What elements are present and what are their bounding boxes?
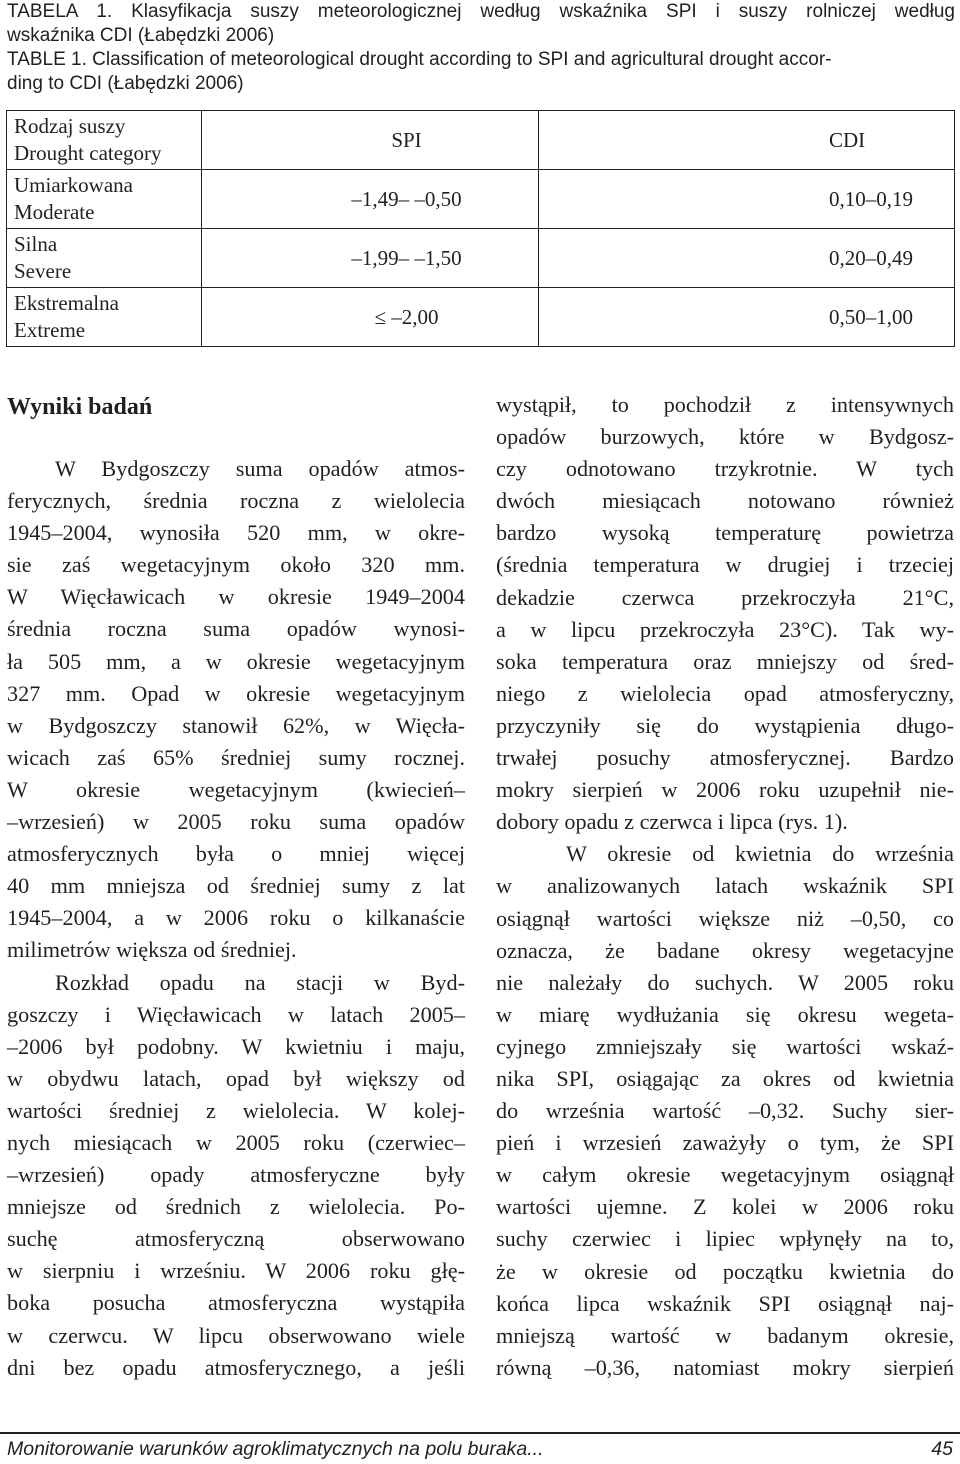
page-footer <box>7 1436 953 1462</box>
text-line: w całym okresie wegetacyjnym osiągnął <box>496 1162 954 1188</box>
header-cat-en: Drought category <box>14 141 162 165</box>
text-line: przyczyniły się do wystąpienia długo- <box>496 712 954 738</box>
caption-line-pl-2: wskaźnika CDI (Łabędzki 2006) <box>7 25 275 46</box>
table-caption <box>7 0 955 96</box>
text-line: soka temperatura oraz mniejszy od śred- <box>496 648 954 674</box>
text-line: 327 mm. Opad w okresie wegetacyjnym <box>7 680 465 706</box>
table-row <box>7 229 955 288</box>
row-category-pl: Umiarkowana <box>14 173 133 197</box>
right-text-column <box>496 389 954 1384</box>
text-line: boka posucha atmosferyczna wystąpiła <box>7 1290 465 1316</box>
text-line: dekadzie czerwca przekroczyła 21°C, <box>496 584 954 610</box>
section-heading: Wyniki badań <box>7 394 153 420</box>
text-line: dni bez opadu atmosferycznego, a jeśli <box>7 1354 465 1380</box>
row-category <box>7 288 202 347</box>
table-header-row <box>7 111 955 170</box>
text-line: W okresie wegetacyjnym (kwiecień– <box>7 776 465 802</box>
text-line: w Bydgoszczy stanowił 62%, w Więcła- <box>7 712 465 738</box>
text-line: oznacza, że badane okresy wegetacyjne <box>496 937 954 963</box>
drought-classification-table <box>6 110 955 347</box>
row-category <box>7 229 202 288</box>
text-line: 40 mm mniejsza od średniej sumy z lat <box>7 873 465 899</box>
text-line: równą –0,36, natomiast mokry sierpień <box>496 1354 954 1380</box>
text-line: czy odnotowano trzykrotnie. W tych <box>496 456 954 482</box>
text-line: końca lipca wskaźnik SPI osiągnął naj- <box>496 1290 954 1316</box>
text-line: mniejsze od średnich z wielolecia. Po- <box>7 1194 465 1220</box>
text-line: W Więcławicach w okresie 1949–2004 <box>7 584 465 610</box>
text-line: w sierpniu i wrześniu. W 2006 roku głę- <box>7 1258 465 1284</box>
text-line: suchę atmosferyczną obserwowano <box>7 1226 465 1252</box>
table-row <box>7 170 955 229</box>
text-line: wartości ujemne. Z kolei w 2006 roku <box>496 1194 954 1220</box>
text-line: w czerwcu. W lipcu obserwowano wiele <box>7 1322 465 1348</box>
text-line: ferycznych, średnia roczna z wielolecia <box>7 488 465 514</box>
caption-line-en-1: TABLE 1. Classification of meteorological drought according to SPI and agricultural drought accor- <box>7 49 832 70</box>
row-category-en: Moderate <box>14 200 95 224</box>
table-row <box>7 288 955 347</box>
text-line: sie zaś wegetacyjnym około 320 mm. <box>7 552 465 578</box>
text-line: nych miesiącach w 2005 roku (czerwiec– <box>7 1129 465 1155</box>
text-line: wystąpił, to pochodził z intensywnych <box>496 392 954 417</box>
row-category-pl: Ekstremalna <box>14 291 119 315</box>
text-line: opadów burzowych, które w Bydgosz- <box>496 424 954 450</box>
text-line: Rozkład opadu na stacji w Byd- <box>55 969 465 995</box>
row-category-en: Extreme <box>14 318 86 342</box>
text-line: 1945–2004, a w 2006 roku o kilkanaście <box>7 905 465 931</box>
text-line: nie należały do suchych. W 2005 roku <box>496 969 954 995</box>
text-line: mokry sierpień w 2006 roku uzupełnił nie- <box>496 777 954 803</box>
text-line: że w okresie od początku kwietnia do <box>496 1258 954 1284</box>
text-line: w obydwu latach, opad był większy od <box>7 1065 465 1091</box>
text-line: ła 505 mm, a w okresie wegetacyjnym <box>7 648 465 674</box>
text-line: niego z wielolecia opad atmosferyczny, <box>496 680 954 706</box>
text-line: pień i wrzesień zaważyły o tym, że SPI <box>496 1130 954 1156</box>
text-line: (średnia temperatura w drugiej i trzeciej <box>496 552 954 578</box>
text-line: cyjnego zmniejszały się wartości wskaź- <box>496 1033 954 1059</box>
running-title: Monitorowanie warunków agroklimatycznych na polu buraka... <box>7 1438 544 1460</box>
text-line: dwóch miesiącach notowano również <box>496 488 954 514</box>
text-line: trwałej posuchy atmosferycznej. Bardzo <box>496 745 954 771</box>
page-number: 45 <box>931 1438 953 1460</box>
header-spi: SPI <box>202 111 539 170</box>
text-line: –2006 był podobny. W kwietniu i maju, <box>7 1033 465 1059</box>
row-cdi: 0,10–0,19 <box>539 170 955 229</box>
left-text-column <box>7 453 465 1384</box>
header-drought-category <box>7 111 202 170</box>
text-line: w miarę wydłużania się okresu wegeta- <box>496 1001 954 1027</box>
text-line: W okresie od kwietnia do września <box>566 841 954 867</box>
row-cdi: 0,20–0,49 <box>539 229 955 288</box>
row-spi: ≤ –2,00 <box>202 288 539 347</box>
footer-divider <box>0 1432 960 1434</box>
row-spi: –1,99– –1,50 <box>202 229 539 288</box>
text-line: suchy czerwiec i lipiec wpłynęły na to, <box>496 1226 954 1252</box>
text-line: wartości średniej z wielolecia. W kolej- <box>7 1097 465 1123</box>
row-category-en: Severe <box>14 259 72 283</box>
text-line: a w lipcu przekroczyła 23°C). Tak wy- <box>496 616 954 642</box>
row-category <box>7 170 202 229</box>
text-line: nika SPI, osiągając za okres od kwietnia <box>496 1065 954 1091</box>
text-line: –wrzesień) opady atmosferyczne były <box>7 1162 465 1188</box>
row-spi: –1,49– –0,50 <box>202 170 539 229</box>
text-line: 1945–2004, wynosiła 520 mm, w okre- <box>7 520 465 546</box>
row-category-pl: Silna <box>14 232 58 256</box>
text-line: średnia roczna suma opadów wynosi- <box>7 616 465 642</box>
header-cdi: CDI <box>539 111 955 170</box>
text-line: milimetrów większa od średniej. <box>7 937 297 963</box>
text-line: mniejszą wartość w badanym okresie, <box>496 1322 954 1348</box>
text-line: W Bydgoszczy suma opadów atmos- <box>55 456 465 481</box>
text-line: atmosferycznych była o mniej więcej <box>7 841 465 867</box>
text-line: w analizowanych latach wskaźnik SPI <box>496 873 954 899</box>
caption-line-en-2: ding to CDI (Łabędzki 2006) <box>7 73 244 94</box>
text-line: osiągnął wartości większe niż –0,50, co <box>496 905 954 931</box>
header-cat-pl: Rodzaj suszy <box>14 114 126 138</box>
text-line: bardzo wysoką temperaturę powietrza <box>496 520 954 546</box>
text-line: goszczy i Więcławicach w latach 2005– <box>7 1001 465 1027</box>
text-line: –wrzesień) w 2005 roku suma opadów <box>7 809 465 835</box>
text-line: wicach zaś 65% średniej sumy rocznej. <box>7 744 465 770</box>
text-line: dobory opadu z czerwca i lipca (rys. 1). <box>496 809 848 835</box>
caption-line-pl-1: TABELA 1. Klasyfikacja suszy meteorologicznej według wskaźnika SPI i suszy rolniczej według <box>7 1 955 22</box>
row-cdi: 0,50–1,00 <box>539 288 955 347</box>
text-line: do września wartość –0,32. Suchy sier- <box>496 1098 954 1124</box>
